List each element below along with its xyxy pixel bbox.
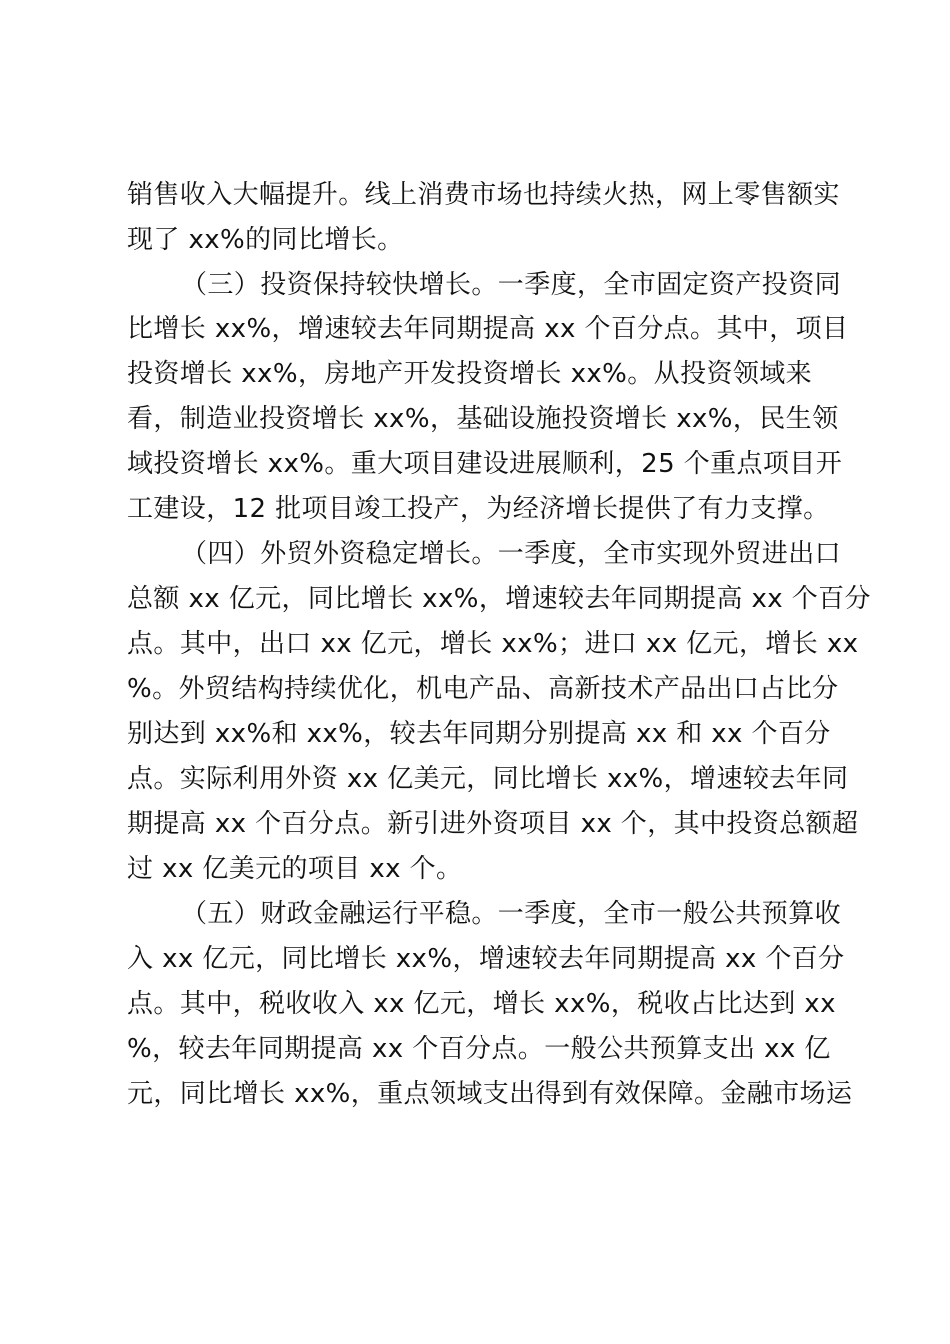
paragraph-line: 比增长 xx%，增速较去年同期提高 xx 个百分点。其中，项目 bbox=[127, 314, 849, 344]
paragraph-line: %，较去年同期提高 xx 个百分点。一般公共预算支出 xx 亿 bbox=[127, 1034, 831, 1064]
paragraph-line: %。外贸结构持续优化，机电产品、高新技术产品出口占比分 bbox=[127, 674, 839, 704]
paragraph-line: 期提高 xx 个百分点。新引进外资项目 xx 个，其中投资总额超 bbox=[127, 809, 859, 839]
paragraph-line: 销售收入大幅提升。线上消费市场也持续火热，网上零售额实 bbox=[127, 180, 840, 210]
paragraph-line: 总额 xx 亿元，同比增长 xx%，增速较去年同期提高 xx 个百分 bbox=[127, 584, 871, 614]
paragraph-line: 点。其中，出口 xx 亿元，增长 xx%；进口 xx 亿元，增长 xx bbox=[127, 629, 859, 659]
paragraph-line: 入 xx 亿元，同比增长 xx%，增速较去年同期提高 xx 个百分 bbox=[127, 944, 845, 974]
paragraph-line: 元，同比增长 xx%，重点领域支出得到有效保障。金融市场运 bbox=[127, 1079, 853, 1109]
paragraph-line: 点。其中，税收收入 xx 亿元，增长 xx%，税收占比达到 xx bbox=[127, 989, 836, 1019]
paragraph-line: 点。实际利用外资 xx 亿美元，同比增长 xx%，增速较去年同 bbox=[127, 764, 849, 794]
paragraph-line: 看，制造业投资增长 xx%，基础设施投资增长 xx%，民生领 bbox=[127, 404, 839, 434]
paragraph-line-section-4: （四）外贸外资稳定增长。一季度，全市实现外贸进出口 bbox=[181, 539, 842, 569]
paragraph-line: 域投资增长 xx%。重大项目建设进展顺利，25 个重点项目开 bbox=[127, 449, 843, 479]
paragraph-line-section-3: （三）投资保持较快增长。一季度，全市固定资产投资同 bbox=[181, 270, 842, 300]
paragraph-line: 过 xx 亿美元的项目 xx 个。 bbox=[127, 854, 463, 884]
paragraph-line: 工建设，12 批项目竣工投产，为经济增长提供了有力支撑。 bbox=[127, 494, 830, 524]
paragraph-line: 投资增长 xx%，房地产开发投资增长 xx%。从投资领域来 bbox=[127, 359, 813, 389]
paragraph-line: 现了 xx%的同比增长。 bbox=[127, 225, 404, 255]
paragraph-line: 别达到 xx%和 xx%，较去年同期分别提高 xx 和 xx 个百分 bbox=[127, 719, 831, 749]
paragraph-line-section-5: （五）财政金融运行平稳。一季度，全市一般公共预算收 bbox=[181, 899, 842, 929]
